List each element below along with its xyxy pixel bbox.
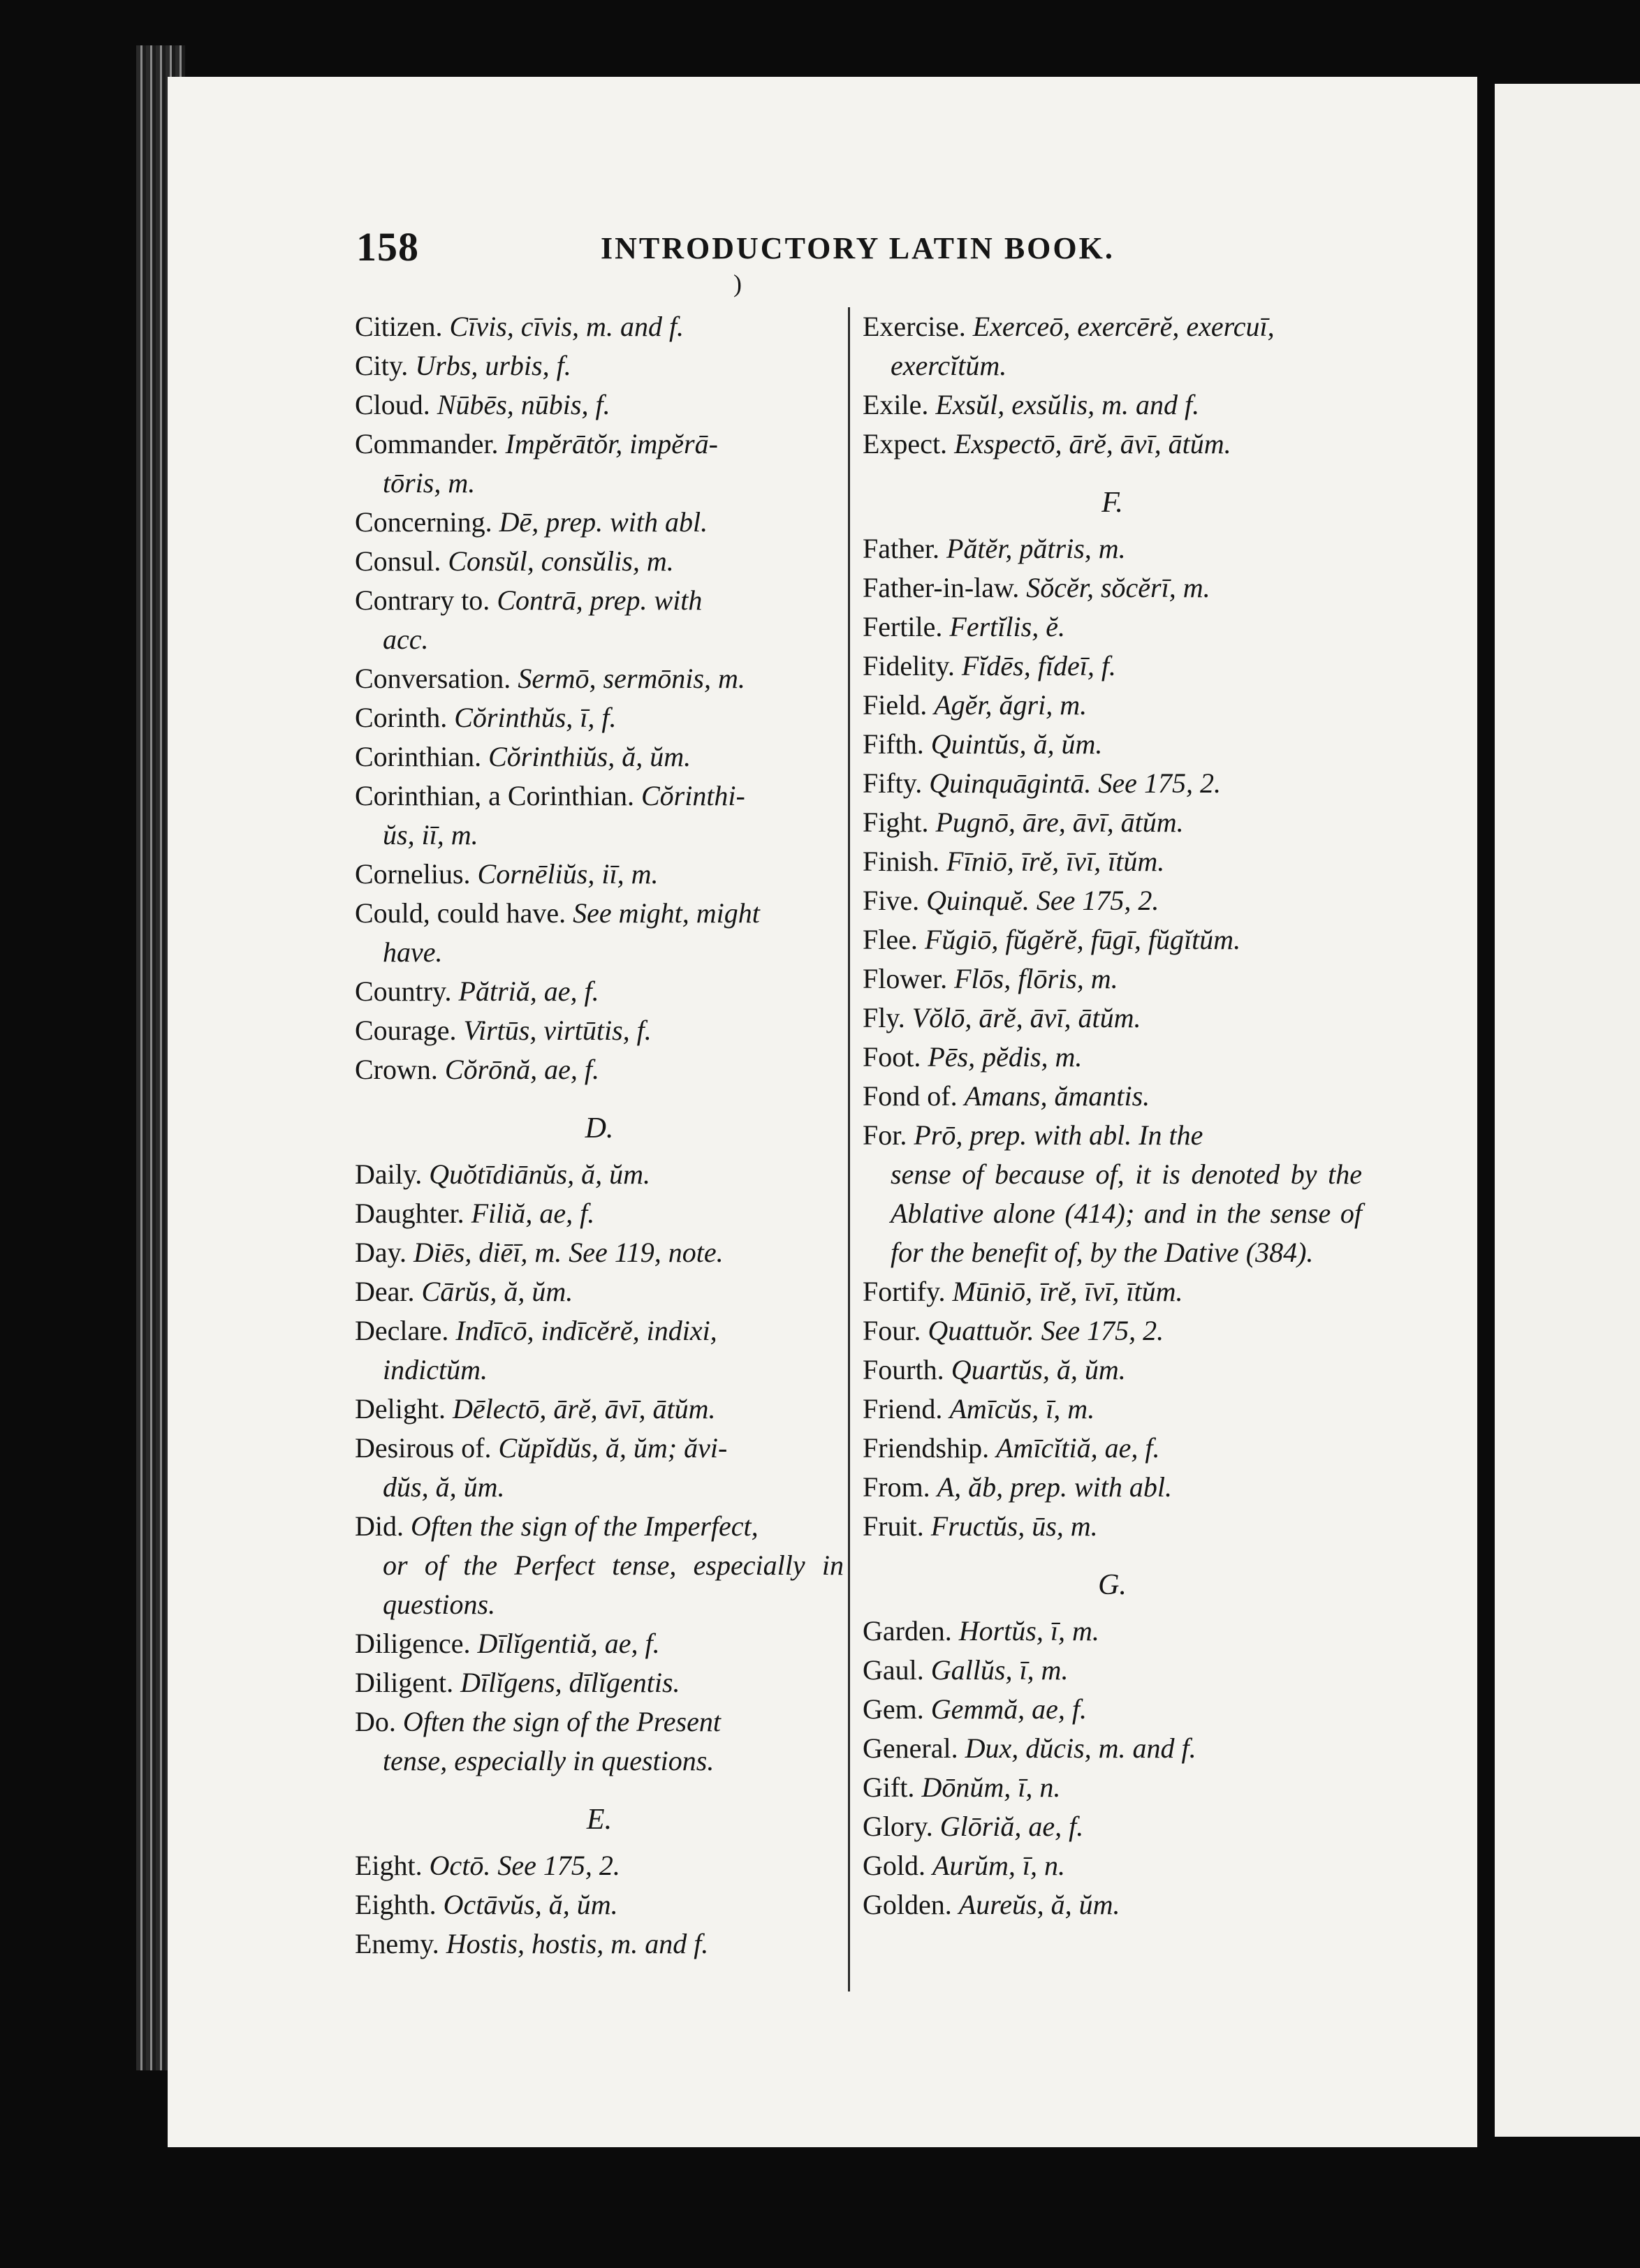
entry-term: Declare. [355, 1315, 449, 1346]
entry-definition: Nūbēs, nūbis, f. [437, 389, 610, 420]
entry-definition: Quartŭs, ă, ŭm. [951, 1354, 1126, 1385]
entry-definition: Dīlĭgens, dīlĭgentis. [460, 1667, 680, 1698]
vocab-entry [355, 1507, 844, 1624]
entry-definition: Glōriă, ae, f. [939, 1811, 1084, 1842]
vocab-entry [863, 1077, 1362, 1116]
stray-mark: ) [733, 270, 742, 297]
entry-definition: Fŭgiō, fŭgĕrĕ, fūgī, fŭgĭtŭm. [924, 924, 1241, 955]
entry-definition: Cŏrinthiŭs, ă, ŭm. [488, 741, 691, 772]
vocab-entry [355, 776, 844, 855]
entry-term: Fifth. [863, 728, 924, 760]
vocab-entry [863, 307, 1362, 385]
entry-definition: Contrā, prep. with [497, 584, 703, 616]
entry-term: Fortify. [863, 1276, 946, 1307]
vocab-entry [355, 1624, 844, 1663]
vocab-entry [355, 1011, 844, 1050]
entry-term: Citizen. [355, 311, 443, 342]
entry-definition: Cŏrōnă, ae, f. [444, 1054, 600, 1085]
entry-term: Did. [355, 1510, 404, 1542]
entry-definition: Quŏtīdiānŭs, ă, ŭm. [429, 1158, 650, 1190]
entry-definition: Pătriă, ae, f. [458, 975, 599, 1007]
entry-term: Fly. [863, 1002, 905, 1033]
vocab-entry [355, 1233, 844, 1272]
entry-definition: Impĕrātŏr, impĕrā- [505, 428, 718, 459]
entry-continuation: sense of because of, it is denoted by the Ablative alone (414); and in the sense of for the benefit of, by the Dative (384). [891, 1158, 1362, 1268]
entry-definition: Octāvŭs, ă, ŭm. [443, 1889, 618, 1920]
entry-term: Crown. [355, 1054, 438, 1085]
entry-definition: Dēlectō, ārĕ, āvī, ātŭm. [452, 1393, 716, 1424]
entry-term: General. [863, 1732, 958, 1764]
entry-term: Daughter. [355, 1198, 464, 1229]
vocab-entry [355, 1702, 844, 1781]
entry-definition: Cārŭs, ă, ŭm. [421, 1276, 573, 1307]
entry-definition: Cīvis, cīvis, m. and f. [449, 311, 684, 342]
vocab-entry [863, 959, 1362, 999]
entry-definition: Aureŭs, ă, ŭm. [958, 1889, 1120, 1920]
vocab-entry [863, 529, 1362, 568]
vocab-entry [863, 1885, 1362, 1924]
vocab-entry [863, 803, 1362, 842]
vocab-entry [863, 1807, 1362, 1846]
entry-term: Delight. [355, 1393, 446, 1424]
entry-term: Commander. [355, 428, 499, 459]
entry-term: Contrary to. [355, 584, 490, 616]
vocab-entry [863, 608, 1362, 647]
entry-term: Cloud. [355, 389, 430, 420]
vocab-entry [355, 1311, 844, 1390]
vocab-entry [863, 1350, 1362, 1390]
entry-term: Country. [355, 975, 452, 1007]
entry-term: Fruit. [863, 1510, 924, 1542]
entry-definition: Dōnŭm, ī, n. [921, 1772, 1061, 1803]
entry-definition: Amīcĭtiă, ae, f. [996, 1432, 1160, 1464]
vocab-entry [355, 581, 844, 659]
entry-definition: Fertĭlis, ĕ. [949, 611, 1065, 642]
entry-definition: Cornēliŭs, iī, m. [477, 858, 659, 890]
entry-term: Gold. [863, 1850, 925, 1881]
entry-definition: Indīcō, indīcĕrĕ, indixi, [455, 1315, 717, 1346]
entry-continuation: have. [383, 936, 443, 968]
entry-continuation: indictŭm. [383, 1354, 488, 1385]
entry-term: Four. [863, 1315, 921, 1346]
entry-continuation: dŭs, ă, ŭm. [383, 1471, 505, 1503]
entry-term: For. [863, 1119, 907, 1151]
entry-continuation: tōris, m. [383, 467, 476, 499]
vocab-entry [863, 385, 1362, 425]
entry-definition: Often the sign of the Imperfect, [411, 1510, 759, 1542]
vocab-entry [863, 1651, 1362, 1690]
entry-definition: Aurŭm, ī, n. [932, 1850, 1065, 1881]
entry-term: Consul. [355, 545, 441, 577]
entry-definition: Exsŭl, exsŭlis, m. and f. [935, 389, 1200, 420]
entry-definition: Gallŭs, ī, m. [930, 1654, 1069, 1686]
entry-term: Fifty. [863, 767, 923, 799]
entry-definition: Exspectō, ārĕ, āvī, ātŭm. [954, 428, 1231, 459]
entry-term: City. [355, 350, 409, 381]
entry-term: Flee. [863, 924, 918, 955]
vocab-entry [863, 1729, 1362, 1768]
vocab-entry [355, 1050, 844, 1089]
vocab-entry [355, 737, 844, 776]
vocab-entry [355, 698, 844, 737]
entry-continuation: exercĭtŭm. [891, 350, 1007, 381]
entry-term: Corinth. [355, 702, 448, 733]
vocab-entry [863, 1468, 1362, 1507]
vocab-entry [355, 542, 844, 581]
vocab-entry [863, 1507, 1362, 1546]
vocab-entry [863, 881, 1362, 920]
entry-term: Fertile. [863, 611, 943, 642]
entry-term: Enemy. [355, 1928, 439, 1959]
vocab-entry [863, 686, 1362, 725]
section-letter: E. [586, 1804, 613, 1836]
entry-definition: Virtūs, virtūtis, f. [463, 1015, 652, 1046]
vocab-entry [863, 1612, 1362, 1651]
entry-term: Gem. [863, 1693, 924, 1725]
entry-definition: Cŏrinthi- [640, 780, 745, 811]
entry-definition: Fĭdēs, fĭdeī, f. [961, 650, 1116, 682]
vocab-entry [355, 346, 844, 385]
entry-definition: Often the sign of the Present [402, 1706, 721, 1737]
entry-term: Could, could have. [355, 897, 566, 929]
vocab-entry [355, 972, 844, 1011]
entry-term: Garden. [863, 1615, 952, 1647]
entry-term: From. [863, 1471, 930, 1503]
vocab-entry [863, 568, 1362, 608]
entry-term: Friend. [863, 1393, 943, 1424]
entry-definition: See might, might [573, 897, 760, 929]
vocab-entry [355, 1663, 844, 1702]
entry-continuation: acc. [383, 624, 429, 655]
entry-term: Desirous of. [355, 1432, 492, 1464]
vocab-entry [355, 385, 844, 425]
entry-term: Father-in-law. [863, 572, 1020, 603]
vocab-entry [355, 1155, 844, 1194]
vocab-entry [355, 503, 844, 542]
vocab-entry [863, 920, 1362, 959]
entry-definition: Amans, ămantis. [964, 1080, 1150, 1112]
entry-term: Fight. [863, 807, 929, 838]
entry-definition: Filiă, ae, f. [471, 1198, 595, 1229]
page-number: 158 [356, 224, 419, 270]
entry-definition: Cŏrinthŭs, ī, f. [454, 702, 617, 733]
entry-term: Gift. [863, 1772, 915, 1803]
entry-term: Father. [863, 533, 939, 564]
entry-definition: Dux, dŭcis, m. and f. [965, 1732, 1196, 1764]
entry-term: Conversation. [355, 663, 511, 694]
entry-term: Field. [863, 689, 928, 721]
entry-term: Friendship. [863, 1432, 990, 1464]
entry-definition: Quintŭs, ă, ŭm. [930, 728, 1103, 760]
vocab-entry [355, 1885, 844, 1924]
entry-definition: Gemmă, ae, f. [930, 1693, 1088, 1725]
entry-definition: Flōs, flōris, m. [954, 963, 1118, 994]
entry-term: Fond of. [863, 1080, 958, 1112]
entry-definition: Fructŭs, ūs, m. [930, 1510, 1098, 1542]
entry-definition: Dē, prep. with abl. [499, 506, 708, 538]
vocab-entry [863, 1272, 1362, 1311]
entry-definition: Urbs, urbis, f. [415, 350, 571, 381]
vocab-entry [863, 999, 1362, 1038]
entry-definition: Hortŭs, ī, m. [958, 1615, 1099, 1647]
entry-definition: Prō, prep. with abl. In the [914, 1119, 1203, 1151]
entry-definition: Sermō, sermōnis, m. [518, 663, 745, 694]
entry-definition: Fīniō, īrĕ, īvī, ītŭm. [946, 846, 1165, 877]
entry-term: Golden. [863, 1889, 952, 1920]
entry-term: Fourth. [863, 1354, 944, 1385]
entry-term: Dear. [355, 1276, 415, 1307]
column-divider [848, 307, 850, 1991]
entry-definition: Amīcŭs, ī, m. [949, 1393, 1095, 1424]
entry-term: Cornelius. [355, 858, 471, 890]
entry-definition: Exerceō, exercērĕ, exercuī, [972, 311, 1275, 342]
entry-term: Finish. [863, 846, 940, 877]
vocab-entry [863, 842, 1362, 881]
entry-term: Flower. [863, 963, 948, 994]
entry-definition: Vŏlō, ārĕ, āvī, ātŭm. [911, 1002, 1141, 1033]
vocab-entry [863, 1116, 1362, 1272]
entry-continuation: ŭs, iī, m. [383, 819, 478, 850]
section-letter: G. [1098, 1569, 1127, 1601]
entry-term: Five. [863, 885, 920, 916]
entry-term: Diligent. [355, 1667, 454, 1698]
vocab-entry [863, 1429, 1362, 1468]
vocab-entry [355, 1194, 844, 1233]
right-column [863, 307, 1362, 1924]
vocab-entry [863, 647, 1362, 686]
vocab-entry [355, 425, 844, 503]
entry-definition: Agĕr, ăgri, m. [934, 689, 1088, 721]
vocab-entry [863, 1768, 1362, 1807]
entry-definition: Quinquĕ. See 175, 2. [926, 885, 1159, 916]
vocab-entry [863, 1690, 1362, 1729]
facing-page-edge [1495, 84, 1640, 2137]
entry-definition: Pēs, pĕdis, m. [928, 1041, 1083, 1073]
entry-term: Do. [355, 1706, 396, 1737]
section-letter: F. [1101, 487, 1123, 519]
entry-term: Glory. [863, 1811, 933, 1842]
vocab-entry [863, 1311, 1362, 1350]
vocab-entry [355, 1924, 844, 1964]
vocab-entry [863, 1038, 1362, 1077]
entry-term: Diligence. [355, 1628, 471, 1659]
entry-definition: A, ăb, prep. with abl. [937, 1471, 1172, 1503]
vocab-entry [355, 659, 844, 698]
vocab-entry [863, 1390, 1362, 1429]
section-letter: D. [585, 1112, 614, 1144]
vocab-entry [355, 894, 844, 972]
vocab-entry [863, 764, 1362, 803]
entry-definition: Diēs, diēī, m. See 119, note. [413, 1237, 724, 1268]
entry-term: Foot. [863, 1041, 921, 1073]
entry-term: Expect. [863, 428, 948, 459]
entry-definition: Sŏcĕr, sŏcĕrī, m. [1026, 572, 1210, 603]
entry-term: Daily. [355, 1158, 423, 1190]
vocab-entry [863, 425, 1362, 464]
entry-term: Exercise. [863, 311, 966, 342]
entry-definition: Hostis, hostis, m. and f. [446, 1928, 709, 1959]
entry-term: Corinthian, a Corinthian. [355, 780, 634, 811]
entry-definition: Quattuŏr. See 175, 2. [928, 1315, 1164, 1346]
vocab-entry [863, 725, 1362, 764]
entry-term: Day. [355, 1237, 407, 1268]
vocab-entry [355, 1846, 844, 1885]
entry-term: Exile. [863, 389, 929, 420]
entry-term: Eighth. [355, 1889, 437, 1920]
entry-continuation: tense, especially in questions. [383, 1745, 715, 1776]
vocab-entry [355, 855, 844, 894]
entry-definition: Octō. See 175, 2. [429, 1850, 620, 1881]
entry-definition: Pugnō, āre, āvī, ātŭm. [935, 807, 1184, 838]
vocab-entry [355, 1272, 844, 1311]
entry-definition: Cŭpĭdŭs, ă, ŭm; ăvi- [498, 1432, 728, 1464]
vocab-entry [355, 307, 844, 346]
entry-term: Concerning. [355, 506, 492, 538]
entry-term: Courage. [355, 1015, 457, 1046]
vocab-entry [355, 1429, 844, 1507]
entry-term: Eight. [355, 1850, 423, 1881]
left-column [355, 307, 844, 1964]
entry-definition: Dīlĭgentiă, ae, f. [477, 1628, 660, 1659]
vocab-entry [355, 1390, 844, 1429]
entry-definition: Quinquāgintā. See 175, 2. [929, 767, 1221, 799]
entry-definition: Mūniō, īrĕ, īvī, ītŭm. [952, 1276, 1183, 1307]
entry-term: Fidelity. [863, 650, 955, 682]
entry-continuation: or of the Perfect tense, especially in questions. [383, 1549, 844, 1620]
entry-term: Corinthian. [355, 741, 482, 772]
entry-definition: Consŭl, consŭlis, m. [448, 545, 674, 577]
running-head: INTRODUCTORY LATIN BOOK. [601, 231, 1115, 265]
entry-definition: Pătĕr, pătris, m. [946, 533, 1126, 564]
entry-term: Gaul. [863, 1654, 924, 1686]
vocab-entry [863, 1846, 1362, 1885]
